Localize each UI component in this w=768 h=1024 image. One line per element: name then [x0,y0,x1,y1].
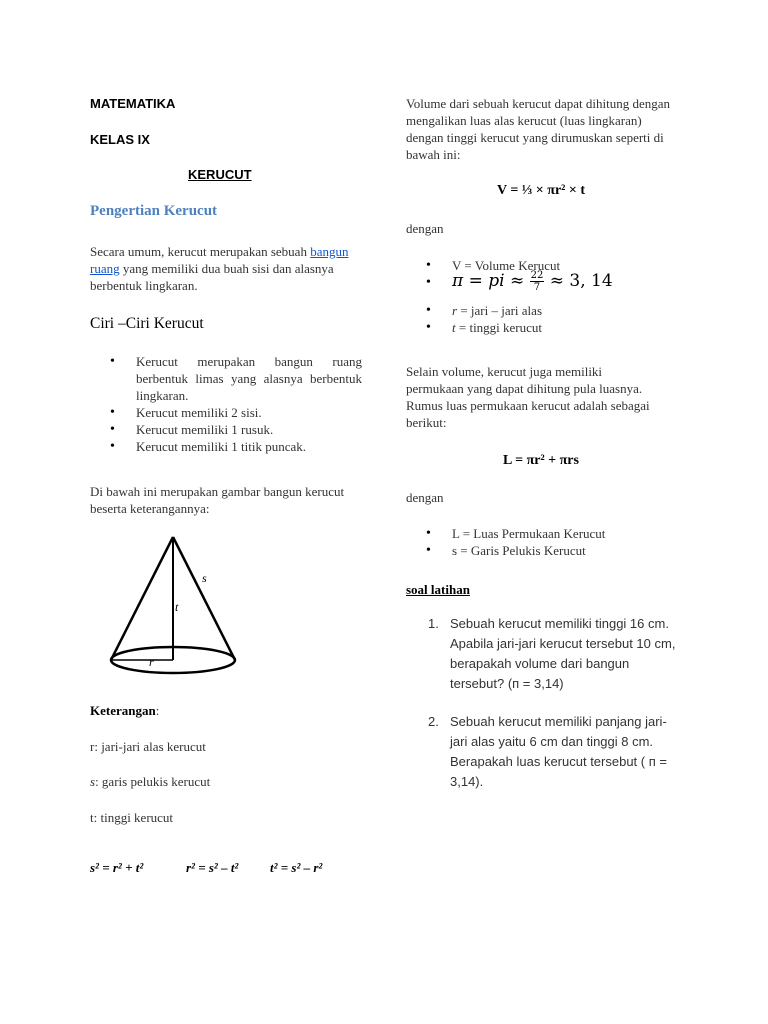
feature-item: • Kerucut merupakan bangun ruang berbentuk limas yang alasnya berbentuk lingkaran. [108,353,362,404]
dengan-volume: dengan [406,221,444,236]
definition-text-post: yang memiliki dua buah sisi dan alasnya berbentuk lingkaran. [90,261,334,293]
dengan-surface: dengan [406,490,444,505]
surface-variables [424,525,684,559]
volume-formula: V = ⅓ × πr² × t [496,183,586,198]
keterangan-colon: : [155,703,160,718]
feature-item: • Kerucut memiliki 2 sisi. [108,404,362,421]
pi-fraction [530,270,545,293]
keterangan-heading [90,702,159,719]
pythagoras-s: s² = r² + t² [90,860,144,875]
exercise-text: Sebuah kerucut memiliki tinggi 16 cm. Apabila jari-jari kerucut tersebut 10 cm, berapakah volume dari bangun tersebut? (п = 3,14) [450,616,676,691]
legend-s [90,773,210,790]
volume-var-r-symbol: r [452,303,458,318]
exercise-list [428,614,680,792]
topic-title: KERUCUT [188,167,252,182]
surface-formula: L = πr² + πrs [503,453,579,468]
cone-label-r: r [149,655,154,669]
figure-intro: Di bawah ini merupakan gambar bangun kerucut beserta keterangannya: [90,484,345,516]
legend-t: t: tinggi kerucut [90,810,174,825]
feature-item: • Kerucut memiliki 1 rusuk. [108,421,362,438]
definition-text-pre: Secara umum, kerucut merupakan sebuah [90,244,311,259]
volume-var-t-text: = tinggi kerucut [455,320,543,335]
exercise-item [428,614,680,694]
features-list [108,353,362,455]
volume-var-r-text: = jari – jari alas [457,303,543,318]
exercise-heading: soal latihan [406,582,470,597]
grade-title: KELAS IX [90,132,150,147]
pi-rhs: ≈ 3, 14 [549,271,613,291]
legend-s-text: : garis pelukis kerucut [95,774,211,789]
pi-denominator: 7 [533,282,541,293]
cone-label-t: t [175,600,179,614]
surface-var-l: • L = Luas Permukaan Kerucut [424,525,684,542]
bangun-ruang-link[interactable]: bangun ruang [90,244,349,276]
exercise-item [428,712,680,792]
feature-item: • Kerucut memiliki 1 titik puncak. [108,438,362,455]
cone-right-edge [173,537,235,660]
subject-title: MATEMATIKA [90,96,176,111]
pi-lhs: π = pi ≈ [452,271,525,291]
volume-variables [424,257,684,336]
volume-var-t [424,319,684,336]
definition-paragraph [90,243,360,294]
legend-r: r: jari-jari alas kerucut [90,739,206,754]
surface-var-s: • s = Garis Pelukis Kerucut [424,542,684,559]
volume-var-t-symbol: t [452,320,456,335]
exercise-text: Sebuah kerucut memiliki panjang jari-jari alas yaitu 6 cm dan tinggi 8 cm. Berapakah luas kerucut tersebut ( п = 3,14). [450,714,667,789]
cone-left-edge [111,537,173,660]
surface-intro: Selain volume, kerucut juga memiliki permukaan yang dapat dihitung pula luasnya. Rumus luas permukaan kerucut adalah sebagai berikut: [406,364,650,430]
volume-var-v: • V = Volume Kerucut [424,257,684,274]
volume-var-r [424,302,684,319]
cone-label-s: s [202,571,207,585]
features-heading: Ciri –Ciri Kerucut [90,315,204,332]
pythagoras-r: r² = s² – t² [186,860,239,875]
exercise-number: 2. [428,714,439,729]
exercise-number: 1. [428,616,439,631]
pythagoras-t: t² = s² – r² [270,860,323,875]
volume-var-pi [424,270,684,302]
pi-numerator: 22 [530,270,544,281]
volume-intro: Volume dari sebuah kerucut dapat dihitung dengan mengalikan luas alas kerucut (luas lingkaran) dengan tinggi kerucut yang dirumuskan seperti di bawah ini: [406,96,671,162]
keterangan-label: Keterangan [90,703,156,718]
legend-s-var: s [90,774,96,789]
definition-heading: Pengertian Kerucut [90,203,218,219]
cone-diagram [105,532,240,677]
